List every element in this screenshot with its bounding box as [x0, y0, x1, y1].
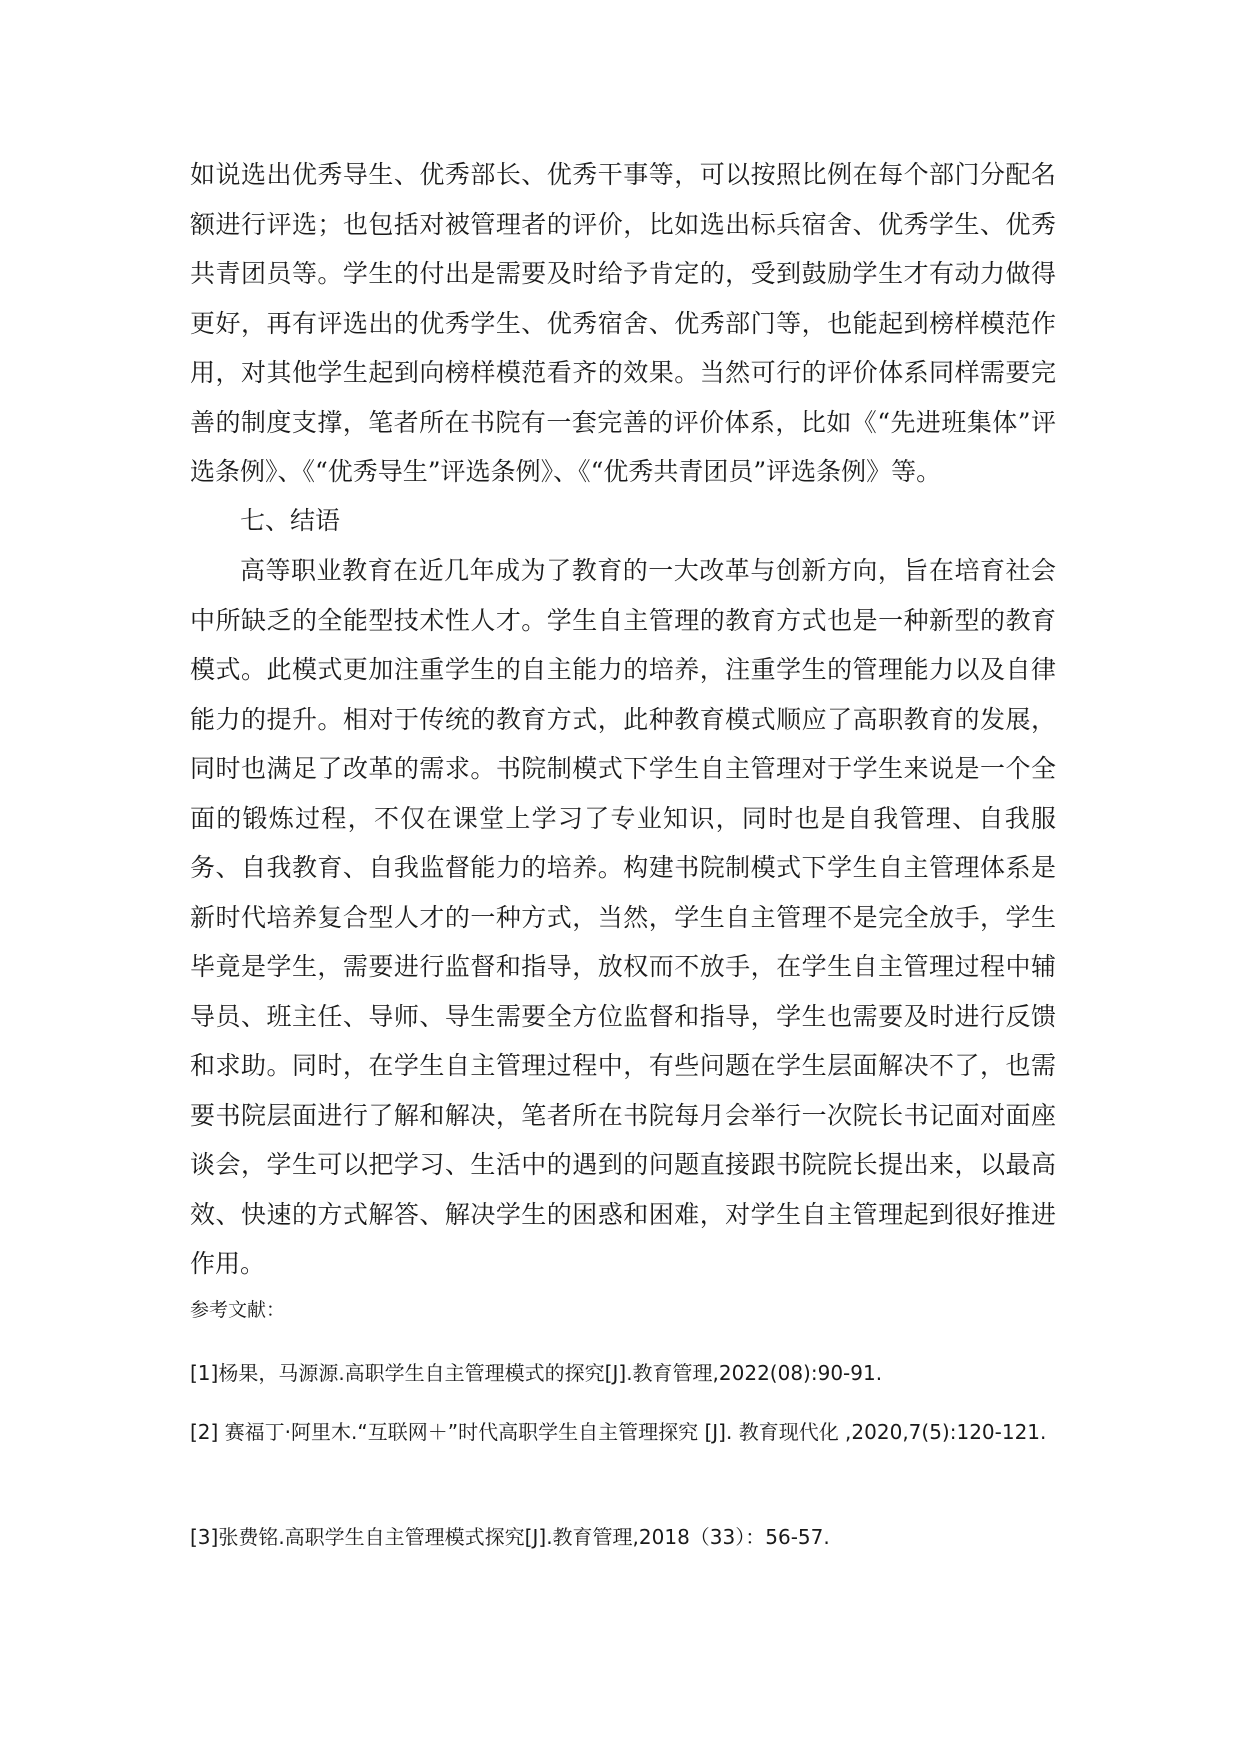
reference-item-3: [3]张费铭.高职学生自主管理模式探究[J].教育管理,2018（33）：56-57.: [190, 1525, 830, 1549]
body-paragraph-1: 如说选出优秀导生、优秀部长、优秀干事等，可以按照比例在每个部门分配名额进行评选；也包括对被管理者的评价，比如选出标兵宿舍、优秀学生、优秀共青团员等。学生的付出是需要及时给予肯定的，受到鼓励学生才有动力做得更好，再有评选出的优秀学生、优秀宿舍、优秀部门等，也能起到榜样模范作用，对其他学生起到向榜样模范看齐的效果。当然可行的评价体系同样需要完善的制度支撑，笔者所在书院有一套完善的评价体系，比如《“先进班集体”评选条例》、《“优秀导生”评选条例》、《“优秀共青团员”评选条例》等。: [190, 160, 1056, 486]
section-heading: 七、结语: [240, 506, 341, 535]
reference-item-1: [1]杨果，马源源.高职学生自主管理模式的探究[J].教育管理,2022(08):90-91.: [190, 1361, 883, 1385]
reference-item-2: [2] 赛福丁·阿里木.“互联网＋”时代高职学生自主管理探究 [J]. 教育现代化 ,2020,7(5):120-121.: [190, 1420, 1047, 1444]
references-title: 参考文献：: [190, 1299, 286, 1321]
body-paragraph-2: 高等职业教育在近几年成为了教育的一大改革与创新方向，旨在培育社会中所缺乏的全能型技术性人才。学生自主管理的教育方式也是一种新型的教育模式。此模式更加注重学生的自主能力的培养，注重学生的管理能力以及自律能力的提升。相对于传统的教育方式，此种教育模式顺应了高职教育的发展，同时也满足了改革的需求。书院制模式下学生自主管理对于学生来说是一个全面的锻炼过程，不仅在课堂上学习了专业知识，同时也是自我管理、自我服务、自我教育、自我监督能力的培养。构建书院制模式下学生自主管理体系是新时代培养复合型人才的一种方式，当然，学生自主管理不是完全放手，学生毕竟是学生，需要进行监督和指导，放权而不放手，在学生自主管理过程中辅导员、班主任、导师、导生需要全方位监督和指导，学生也需要及时进行反馈和求助。同时，在学生自主管理过程中，有些问题在学生层面解决不了，也需要书院层面进行了解和解决，笔者所在书院每月会举行一次院长书记面对面座谈会，学生可以把学习、生活中的遇到的问题直接跟书院院长提出来，以最高效、快速的方式解答、解决学生的困惑和困难，对学生自主管理起到很好推进作用。: [190, 556, 1056, 1278]
